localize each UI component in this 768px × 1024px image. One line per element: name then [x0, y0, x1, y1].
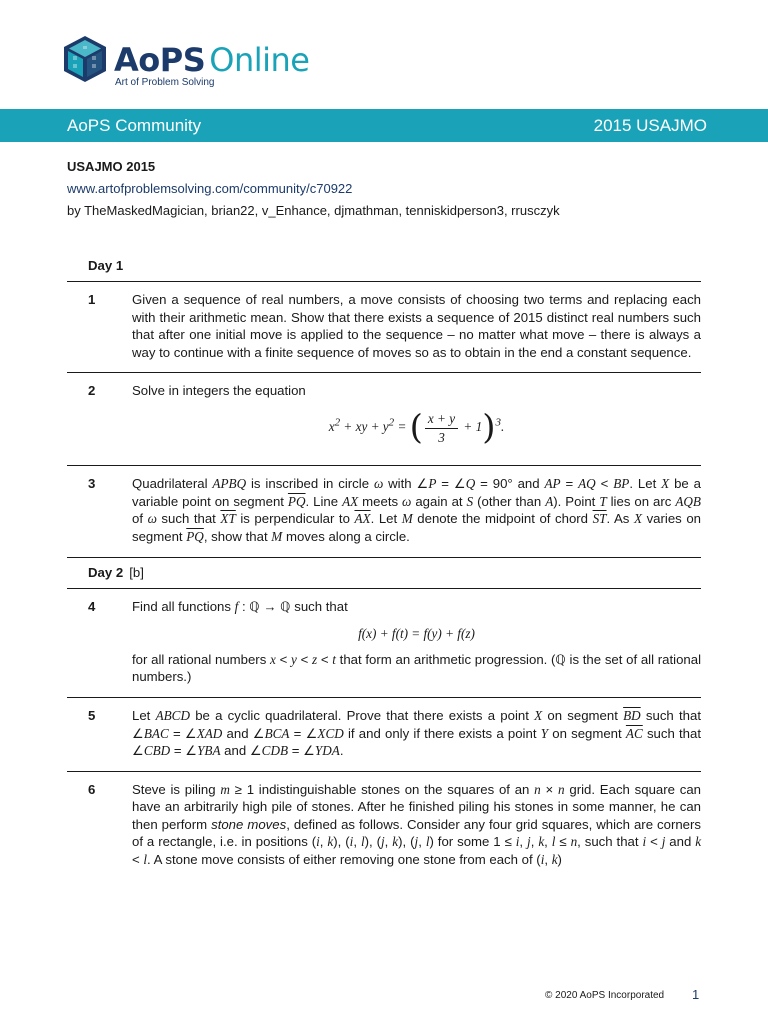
problem-number: 3 [88, 476, 96, 492]
display-equation: f(x) + f(t) = f(y) + f(z) [358, 626, 475, 642]
problem-row [67, 698, 701, 772]
day-label: Day 2 [88, 564, 124, 580]
problem-text: Find all functions f : ℚ → ℚ such that f(x) + f(t) = f(y) + f(z) for all rational numbers x < y < z < t that form an arithmetic progression. (ℚ is the set of all rational numbers.) [132, 598, 702, 685]
page-number: 1 [692, 987, 700, 1002]
community-title: AoPS Community [67, 116, 202, 135]
community-link[interactable]: www.artofproblemsolving.com/community/c70922 [67, 181, 353, 196]
contest-title: 2015 USAJMO [593, 116, 707, 135]
cube-logo-icon [64, 36, 106, 82]
problem-row [67, 282, 701, 373]
brand-tagline: Art of Problem Solving [115, 77, 215, 88]
problem-text [132, 382, 701, 454]
authors: by TheMaskedMagician, brian22, v_Enhance, djmathman, tenniskidperson3, rrusczyk [67, 203, 560, 218]
day-2-header [67, 558, 701, 589]
problem-row [67, 466, 701, 557]
problem-list [67, 251, 701, 880]
problem-text: Steve is piling m ≥ 1 indistinguishable stones on the squares of an n × n grid. Each square can have an arbitrarily high pile of stones. After he finished piling his stones in some manner, he can then perform stone moves, defined as follows. Consider any four grid squares, which are corners of a rectangle, i.e. in positions (i, k), (i, l), (j, k), (j, l) for some 1 ≤ i, j, k, l ≤ n, such that i < j and k < l. A stone move consists of either removing one stone from each of (i, k) [132, 781, 702, 868]
problem-intro: Solve in integers the equation [132, 383, 306, 399]
brand-name: AoPS Online [114, 41, 310, 79]
problem-row [67, 772, 701, 880]
day-label: Day 1 [88, 258, 124, 274]
problem-row [67, 589, 701, 698]
contest-meta [67, 156, 560, 222]
display-equation: $x^2$ + xy + $y^2$ = ( $\frac{x + y}{3}$ + 1)$^3$. [328, 407, 505, 448]
problem-number: 1 [88, 292, 96, 307]
day-1-header [67, 251, 701, 282]
aops-logo [64, 36, 324, 86]
problem-number: 5 [88, 707, 96, 723]
problem-number: 6 [88, 781, 96, 797]
problem-text: Given a sequence of real numbers, a move consists of choosing two terms and replacing each with their arithmetic mean. Show that there exists a sequence of 2015 distinct real numbers such that after one initial move is applied to the sequence – no matter what move – there is always a way to continue with a finite sequence of moves so as to obtain in the end a constant sequence. [132, 292, 701, 360]
problem-row [67, 373, 701, 466]
header-band [0, 109, 768, 142]
problem-text: Quadrilateral APBQ is inscribed in circle ω with ∠P = ∠Q = 90° and AP = AQ < BP. Let X be a variable point on segment $\overline{PQ}$. Line AX meets ω again at S (other than A). Point T lies on arc AQB of ω such that $\overline{XT}$ is perpendicular to $\overline{AX}$. Let M denote the midpoint of chord $\overline{ST}$. As X varies on segment $\overline{PQ}$, show that M moves along a circle. [132, 476, 702, 544]
copyright: © 2020 AoPS Incorporated [545, 990, 665, 1001]
problem-number: 2 [88, 383, 96, 399]
day-tag: [b] [129, 564, 144, 580]
contest-name: USAJMO 2015 [67, 159, 156, 174]
problem-number: 4 [88, 598, 96, 614]
problem-text: Let ABCD be a cyclic quadrilateral. Prove that there exists a point X on segment $\overline{BD}$ such that ∠BAC = ∠XAD and ∠BCA = ∠XCD if and only if there exists a point Y on segment $\overline{AC}$ such that ∠CBD = ∠YBA and ∠CDB = ∠YDA. [132, 707, 702, 759]
